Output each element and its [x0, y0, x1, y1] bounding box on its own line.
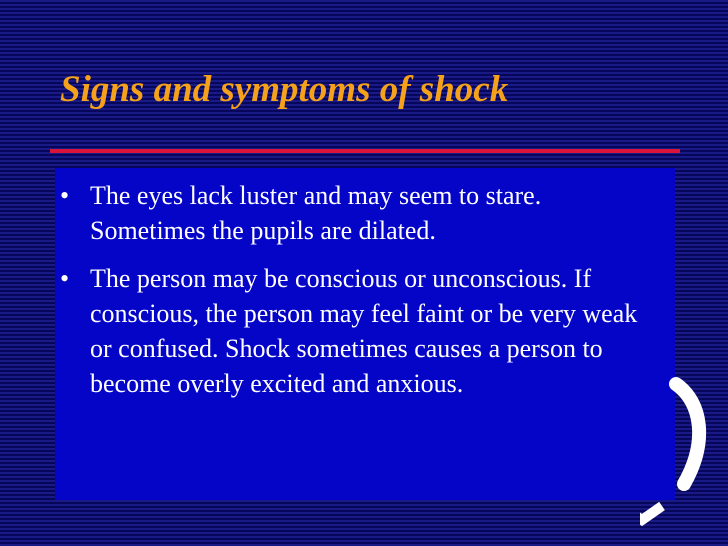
bullet-text: The person may be conscious or unconscious. If conscious, the person may feel faint or be very weak or confused. Shock sometimes causes a person to become overly excited and anxious. [90, 264, 638, 398]
bullet-text: The eyes lack luster and may seem to stare. Sometimes the pupils are dilated. [90, 181, 542, 245]
bullet-item [60, 178, 660, 248]
title-divider [50, 149, 680, 153]
bullet-list [60, 178, 660, 414]
bullet-item [60, 261, 660, 401]
bullet-icon: • [60, 181, 70, 210]
chevron-down-icon [640, 506, 662, 520]
decorative-curve-icon [640, 372, 728, 532]
bullet-icon: • [60, 264, 70, 293]
slide-title: Signs and symptoms of shock [60, 69, 509, 110]
curve-stroke [676, 384, 699, 484]
